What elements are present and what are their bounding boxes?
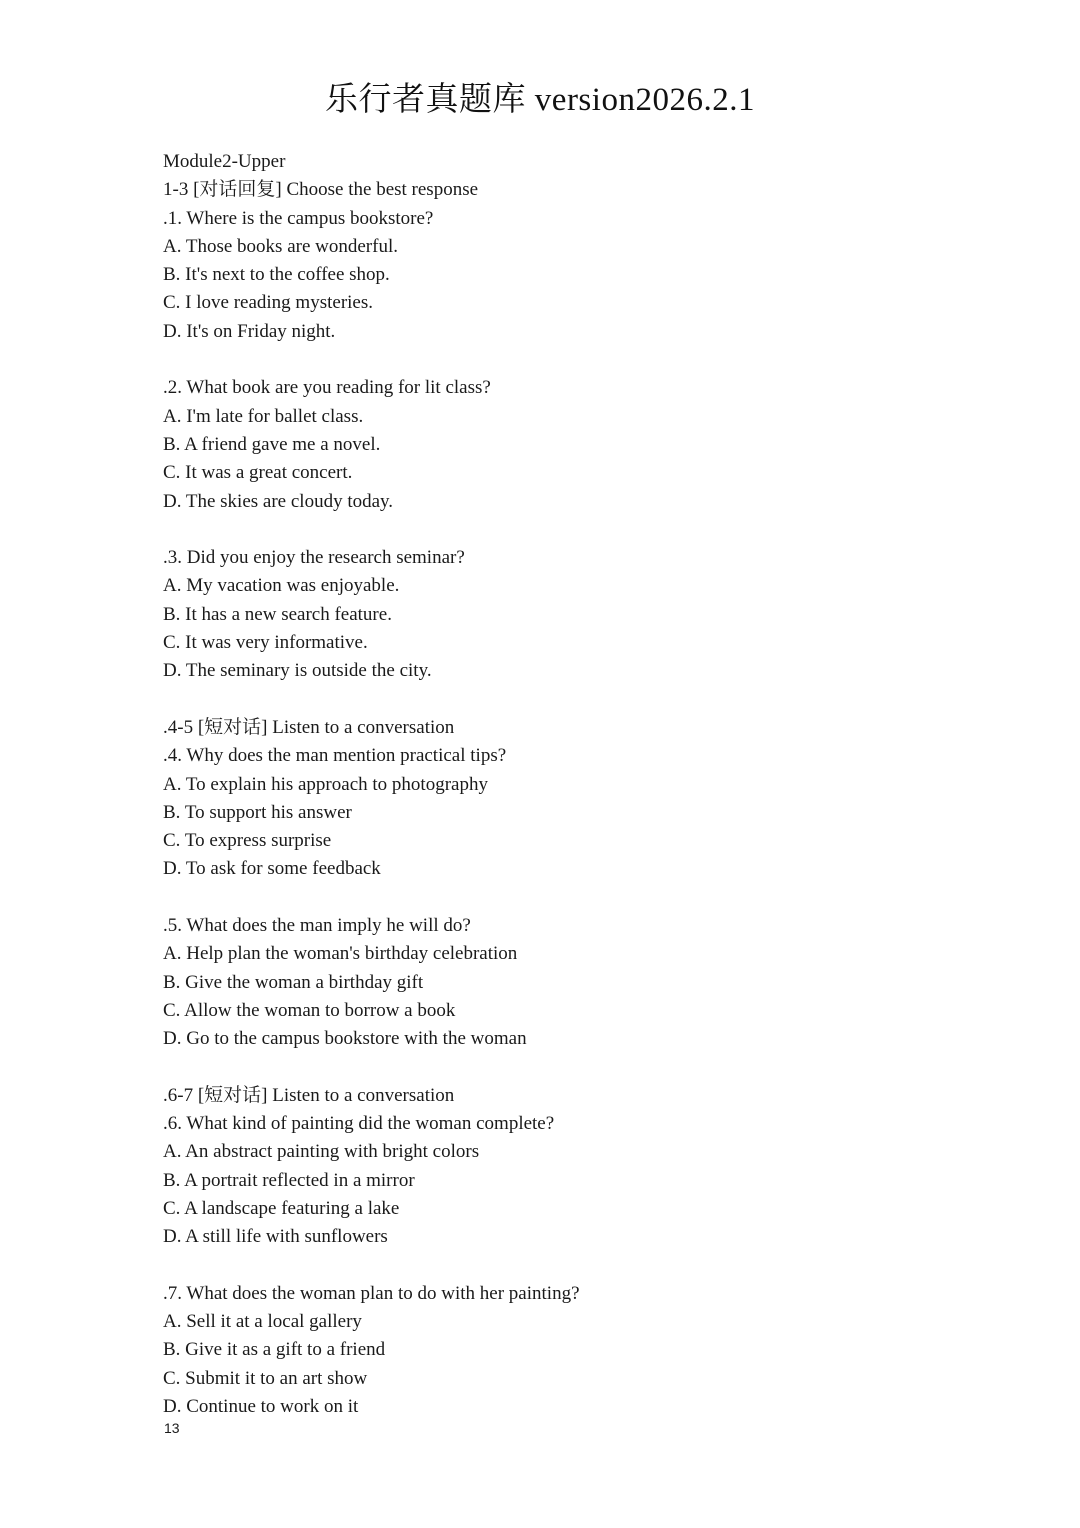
question-text: .5. What does the man imply he will do? bbox=[163, 915, 471, 937]
question-3 bbox=[163, 544, 963, 685]
question-2 bbox=[163, 374, 963, 515]
question-text: .3. Did you enjoy the research seminar? bbox=[163, 547, 465, 569]
question-text: .2. What book are you reading for lit class? bbox=[163, 377, 491, 399]
module-label: Module2-Upper bbox=[163, 151, 286, 172]
option-d: D. The skies are cloudy today. bbox=[163, 490, 394, 512]
option-a: A. Sell it at a local gallery bbox=[163, 1311, 362, 1333]
page-number: 13 bbox=[164, 1420, 180, 1436]
option-b: B. A friend gave me a novel. bbox=[163, 433, 381, 455]
blank-line bbox=[163, 1054, 963, 1082]
option-b: B. Give it as a gift to a friend bbox=[163, 1339, 386, 1361]
section-4-5 bbox=[163, 714, 963, 1054]
blank-line bbox=[163, 686, 963, 714]
question-4 bbox=[163, 742, 963, 883]
option-b: B. It's next to the coffee shop. bbox=[163, 264, 390, 286]
section-header: 1-3 [对话回复] Choose the best response bbox=[163, 179, 479, 201]
option-d: D. A still life with sunflowers bbox=[163, 1226, 388, 1248]
page-title: 乐行者真题库 version2026.2.1 bbox=[325, 82, 755, 118]
option-d: D. The seminary is outside the city. bbox=[163, 660, 432, 682]
option-c: C. It was a great concert. bbox=[163, 462, 353, 484]
option-c: C. Submit it to an art show bbox=[163, 1367, 368, 1389]
option-c: C. A landscape featuring a lake bbox=[163, 1197, 400, 1219]
option-c: C. Allow the woman to borrow a book bbox=[163, 999, 456, 1021]
option-b: B. To support his answer bbox=[163, 801, 352, 823]
option-b: B. Give the woman a birthday gift bbox=[163, 971, 424, 993]
question-7 bbox=[163, 1280, 963, 1421]
blank-line bbox=[163, 346, 963, 374]
option-b: B. It has a new search feature. bbox=[163, 603, 392, 625]
section-header: .6-7 [短对话] Listen to a conversation bbox=[163, 1084, 455, 1106]
section-6-7 bbox=[163, 1082, 963, 1422]
option-a: A. I'm late for ballet class. bbox=[163, 405, 364, 427]
section-header: .4-5 [短对话] Listen to a conversation bbox=[163, 716, 455, 738]
option-c: C. To express surprise bbox=[163, 830, 332, 852]
option-d: D. Go to the campus bookstore with the woman bbox=[163, 1028, 527, 1050]
question-5 bbox=[163, 912, 963, 1053]
option-c: C. It was very informative. bbox=[163, 632, 368, 654]
option-b: B. A portrait reflected in a mirror bbox=[163, 1169, 415, 1191]
option-a: A. Those books are wonderful. bbox=[163, 235, 398, 257]
question-text: .7. What does the woman plan to do with her painting? bbox=[163, 1282, 580, 1304]
question-text: .1. Where is the campus bookstore? bbox=[163, 207, 434, 229]
document-body bbox=[163, 148, 963, 1421]
option-d: D. Continue to work on it bbox=[163, 1396, 359, 1418]
blank-line bbox=[163, 884, 963, 912]
option-a: A. To explain his approach to photography bbox=[163, 773, 488, 795]
option-a: A. Help plan the woman's birthday celebration bbox=[163, 943, 518, 965]
question-text: .6. What kind of painting did the woman complete? bbox=[163, 1113, 555, 1135]
blank-line bbox=[163, 1252, 963, 1280]
question-1 bbox=[163, 205, 963, 346]
option-d: D. To ask for some feedback bbox=[163, 858, 381, 880]
question-6 bbox=[163, 1110, 963, 1251]
option-d: D. It's on Friday night. bbox=[163, 320, 336, 342]
option-a: A. An abstract painting with bright colors bbox=[163, 1141, 480, 1163]
option-a: A. My vacation was enjoyable. bbox=[163, 575, 400, 597]
option-c: C. I love reading mysteries. bbox=[163, 292, 374, 314]
question-text: .4. Why does the man mention practical tips? bbox=[163, 745, 507, 767]
blank-line bbox=[163, 516, 963, 544]
section-1-3 bbox=[163, 176, 963, 685]
